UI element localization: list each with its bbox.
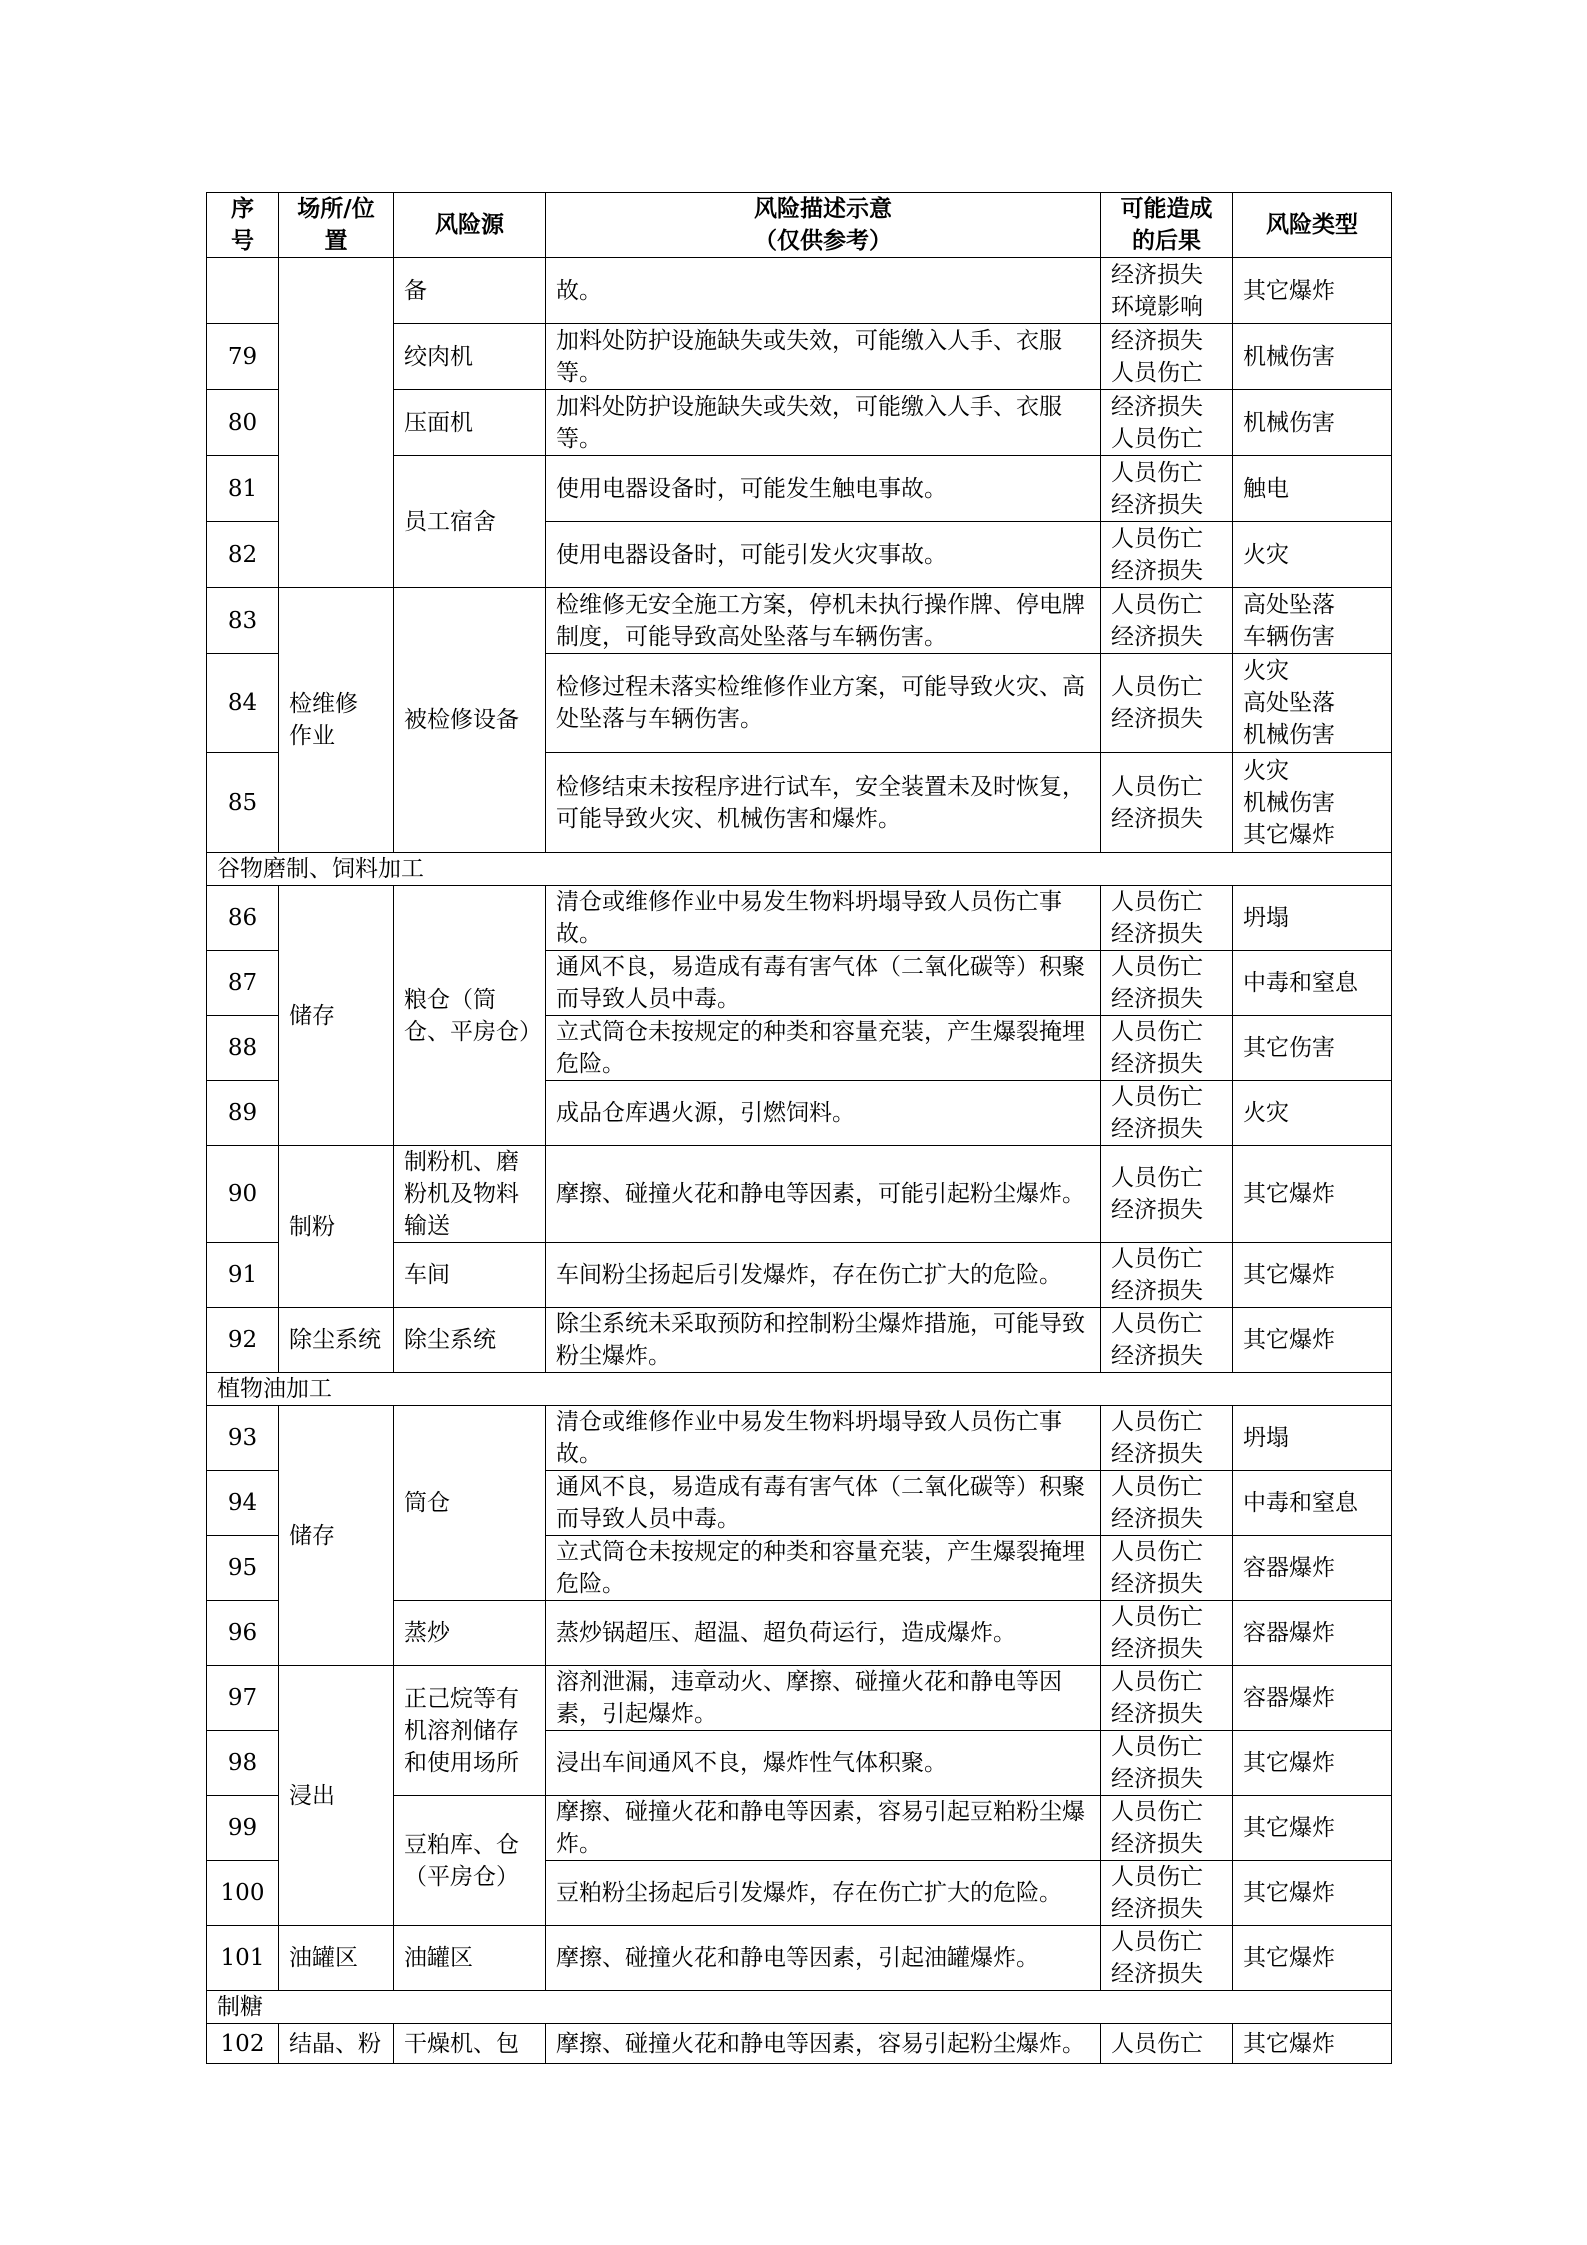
consequence-cell: 人员伤亡 经济损失 [1101,456,1233,522]
risk-type-cell: 机械伤害 [1233,390,1392,456]
source-cell: 除尘系统 [394,1308,546,1373]
description-cell: 成品仓库遇火源，引燃饲料。 [546,1081,1101,1146]
description-cell: 检修过程未落实检维修作业方案，可能导致火灾、高处坠落与车辆伤害。 [546,654,1101,753]
header-source: 风险源 [394,193,546,258]
location-cell: 检维修 作业 [279,588,394,853]
source-cell: 豆粕库、仓（平房仓） [394,1796,546,1926]
consequence-cell: 经济损失 人员伤亡 [1101,390,1233,456]
description-cell: 使用电器设备时，可能引发火灾事故。 [546,522,1101,588]
seq-cell: 86 [207,886,279,951]
risk-type-cell: 其它爆炸 [1233,1243,1392,1308]
seq-cell: 93 [207,1406,279,1471]
consequence-cell: 人员伤亡 经济损失 [1101,1016,1233,1081]
risk-type-cell: 其它爆炸 [1233,1926,1392,1991]
header-seq: 序 号 [207,193,279,258]
consequence-cell: 人员伤亡 经济损失 [1101,1796,1233,1861]
seq-cell: 97 [207,1666,279,1731]
description-cell: 检维修无安全施工方案，停机未执行操作牌、停电牌制度，可能导致高处坠落与车辆伤害。 [546,588,1101,654]
source-cell: 绞肉机 [394,324,546,390]
risk-type-cell: 机械伤害 [1233,324,1392,390]
risk-type-cell: 坍塌 [1233,1406,1392,1471]
seq-cell: 99 [207,1796,279,1861]
consequence-cell: 人员伤亡 经济损失 [1101,1146,1233,1243]
risk-type-cell: 其它爆炸 [1233,1731,1392,1796]
consequence-cell: 人员伤亡 经济损失 [1101,1666,1233,1731]
section-heading: 植物油加工 [207,1373,1392,1406]
risk-type-cell: 其它爆炸 [1233,2024,1392,2064]
description-cell: 通风不良，易造成有毒有害气体（二氧化碳等）积聚而导致人员中毒。 [546,1471,1101,1536]
seq-cell: 101 [207,1926,279,1991]
table-row [207,1146,1392,1243]
seq-cell: 94 [207,1471,279,1536]
seq-cell: 102 [207,2024,279,2064]
risk-type-cell: 坍塌 [1233,886,1392,951]
source-cell: 车间 [394,1243,546,1308]
seq-cell: 88 [207,1016,279,1081]
location-cell: 结晶、粉 [279,2024,394,2064]
description-cell: 除尘系统未采取预防和控制粉尘爆炸措施，可能导致粉尘爆炸。 [546,1308,1101,1373]
consequence-cell: 人员伤亡 经济损失 [1101,1471,1233,1536]
section-heading: 制糖 [207,1991,1392,2024]
risk-type-cell: 容器爆炸 [1233,1601,1392,1666]
consequence-cell: 人员伤亡 经济损失 [1101,654,1233,753]
header-description: 风险描述示意 （仅供参考） [546,193,1101,258]
seq-cell: 82 [207,522,279,588]
location-cell: 油罐区 [279,1926,394,1991]
section-heading: 谷物磨制、饲料加工 [207,853,1392,886]
description-cell: 摩擦、碰撞火花和静电等因素，引起油罐爆炸。 [546,1926,1101,1991]
header-consequence: 可能造成 的后果 [1101,193,1233,258]
section-row [207,1991,1392,2024]
consequence-cell: 经济损失 环境影响 [1101,258,1233,324]
description-cell: 豆粕粉尘扬起后引发爆炸，存在伤亡扩大的危险。 [546,1861,1101,1926]
seq-cell: 100 [207,1861,279,1926]
header-risk-type: 风险类型 [1233,193,1392,258]
description-cell: 通风不良，易造成有毒有害气体（二氧化碳等）积聚而导致人员中毒。 [546,951,1101,1016]
seq-cell: 85 [207,753,279,853]
seq-cell: 90 [207,1146,279,1243]
table-row [207,258,1392,324]
location-cell: 除尘系统 [279,1308,394,1373]
description-cell: 检修结束未按程序进行试车，安全装置未及时恢复，可能导致火灾、机械伤害和爆炸。 [546,753,1101,853]
description-cell: 故。 [546,258,1101,324]
risk-type-cell: 高处坠落 车辆伤害 [1233,588,1392,654]
risk-type-cell: 中毒和窒息 [1233,951,1392,1016]
consequence-cell: 人员伤亡 经济损失 [1101,1601,1233,1666]
risk-type-cell: 其它爆炸 [1233,1308,1392,1373]
table-row [207,1308,1392,1373]
location-cell: 储存 [279,1406,394,1666]
description-cell: 蒸炒锅超压、超温、超负荷运行，造成爆炸。 [546,1601,1101,1666]
location-cell: 浸出 [279,1666,394,1926]
consequence-cell: 人员伤亡 经济损失 [1101,1861,1233,1926]
risk-type-cell: 容器爆炸 [1233,1666,1392,1731]
description-cell: 摩擦、碰撞火花和静电等因素，可能引起粉尘爆炸。 [546,1146,1101,1243]
risk-type-cell: 容器爆炸 [1233,1536,1392,1601]
seq-cell: 84 [207,654,279,753]
seq-cell: 83 [207,588,279,654]
location-cell: 制粉 [279,1146,394,1308]
risk-type-cell: 火灾 [1233,1081,1392,1146]
seq-cell [207,258,279,324]
risk-type-cell: 其它伤害 [1233,1016,1392,1081]
section-row [207,1373,1392,1406]
source-cell: 压面机 [394,390,546,456]
risk-type-cell: 其它爆炸 [1233,1146,1392,1243]
consequence-cell: 人员伤亡 经济损失 [1101,1406,1233,1471]
location-cell [279,258,394,588]
consequence-cell: 人员伤亡 经济损失 [1101,886,1233,951]
seq-cell: 80 [207,390,279,456]
consequence-cell: 人员伤亡 经济损失 [1101,522,1233,588]
description-cell: 清仓或维修作业中易发生物料坍塌导致人员伤亡事故。 [546,886,1101,951]
description-cell: 车间粉尘扬起后引发爆炸，存在伤亡扩大的危险。 [546,1243,1101,1308]
seq-cell: 98 [207,1731,279,1796]
risk-table [206,192,1392,2064]
consequence-cell: 人员伤亡 经济损失 [1101,1536,1233,1601]
table-row [207,2024,1392,2064]
consequence-cell: 人员伤亡 经济损失 [1101,1081,1233,1146]
description-cell: 加料处防护设施缺失或失效，可能缴入人手、衣服等。 [546,324,1101,390]
table-row [207,1666,1392,1731]
source-cell: 蒸炒 [394,1601,546,1666]
consequence-cell: 人员伤亡 经济损失 [1101,1926,1233,1991]
risk-type-cell: 其它爆炸 [1233,1796,1392,1861]
consequence-cell: 人员伤亡 经济损失 [1101,1308,1233,1373]
source-cell: 油罐区 [394,1926,546,1991]
table-row [207,886,1392,951]
table-row [207,588,1392,654]
description-cell: 摩擦、碰撞火花和静电等因素，容易引起粉尘爆炸。 [546,2024,1101,2064]
risk-type-cell: 触电 [1233,456,1392,522]
description-cell: 溶剂泄漏，违章动火、摩擦、碰撞火花和静电等因素，引起爆炸。 [546,1666,1101,1731]
description-cell: 加料处防护设施缺失或失效，可能缴入人手、衣服等。 [546,390,1101,456]
consequence-cell: 人员伤亡 经济损失 [1101,753,1233,853]
consequence-cell: 人员伤亡 经济损失 [1101,951,1233,1016]
source-cell: 员工宿舍 [394,456,546,588]
seq-cell: 92 [207,1308,279,1373]
seq-cell: 96 [207,1601,279,1666]
risk-type-cell: 火灾 高处坠落 机械伤害 [1233,654,1392,753]
source-cell: 制粉机、磨粉机及物料输送 [394,1146,546,1243]
seq-cell: 89 [207,1081,279,1146]
seq-cell: 95 [207,1536,279,1601]
header-row [207,193,1392,258]
section-row [207,853,1392,886]
consequence-cell: 人员伤亡 经济损失 [1101,1243,1233,1308]
risk-type-cell: 其它爆炸 [1233,1861,1392,1926]
consequence-cell: 人员伤亡 经济损失 [1101,588,1233,654]
consequence-cell: 经济损失 人员伤亡 [1101,324,1233,390]
consequence-cell: 人员伤亡 [1101,2024,1233,2064]
source-cell: 粮仓（筒仓、平房仓） [394,886,546,1146]
source-cell: 筒仓 [394,1406,546,1601]
source-cell: 被检修设备 [394,588,546,853]
table-row [207,1406,1392,1471]
risk-type-cell: 火灾 [1233,522,1392,588]
description-cell: 浸出车间通风不良，爆炸性气体积聚。 [546,1731,1101,1796]
seq-cell: 79 [207,324,279,390]
risk-type-cell: 其它爆炸 [1233,258,1392,324]
location-cell: 储存 [279,886,394,1146]
description-cell: 立式筒仓未按规定的种类和容量充装，产生爆裂掩埋危险。 [546,1016,1101,1081]
description-cell: 摩擦、碰撞火花和静电等因素，容易引起豆粕粉尘爆炸。 [546,1796,1101,1861]
header-location: 场所/位 置 [279,193,394,258]
risk-type-cell: 火灾 机械伤害 其它爆炸 [1233,753,1392,853]
seq-cell: 91 [207,1243,279,1308]
source-cell: 干燥机、包 [394,2024,546,2064]
description-cell: 清仓或维修作业中易发生物料坍塌导致人员伤亡事故。 [546,1406,1101,1471]
description-cell: 使用电器设备时，可能发生触电事故。 [546,456,1101,522]
seq-cell: 81 [207,456,279,522]
source-cell: 备 [394,258,546,324]
seq-cell: 87 [207,951,279,1016]
risk-type-cell: 中毒和窒息 [1233,1471,1392,1536]
description-cell: 立式筒仓未按规定的种类和容量充装，产生爆裂掩埋危险。 [546,1536,1101,1601]
table-row [207,1926,1392,1991]
source-cell: 正己烷等有机溶剂储存和使用场所 [394,1666,546,1796]
consequence-cell: 人员伤亡 经济损失 [1101,1731,1233,1796]
